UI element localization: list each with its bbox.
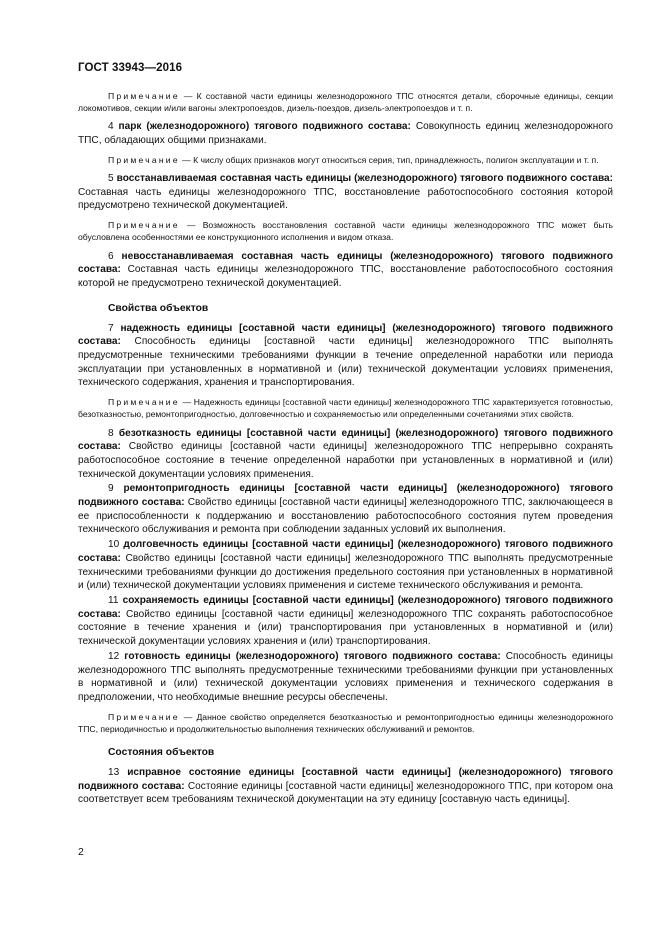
term-5: 5 восстанавливаемая составная часть единицы (железнодорожного) тягового подвижного состава: Составная часть единицы железнодорожного ТПС, восстановление работоспособного состояния которой предусмотрено технической документацией. (78, 173, 614, 212)
term-definition: Свойство единицы [составной части единицы] железнодорожного ТПС непрерывно сохранять работоспособное состояние в течение определенной наработки при установленных в нормативной и (или) технической документации условиях применения. (78, 441, 613, 480)
term-title: парк (железнодорожного) тягового подвижного состава: (118, 121, 411, 133)
note-5: Примечание — Данное свойство определяется безотказностью и ремонтопригодностью единицы железнодорожного ТПС, периодичностью и продолжительностью выполнения технических обслуживаний и ремонтов. (78, 711, 613, 734)
term-definition: Свойство единицы [составной части единицы] железнодорожного ТПС выполнять предусмотренные техническими требованиями функции до достижения предельного состояния при установленных в нормативной и (или) технической документации условиях применения и системе технического обслуживания и ремонта. (78, 552, 613, 592)
document-body (78, 90, 613, 808)
term-title: долговечность единицы [составной части единицы] (железнодорожного) тягового подвижного состава: (78, 539, 613, 564)
term-title: восстанавливаемая составная часть единицы (железнодорожного) тягового подвижного состава: (116, 173, 614, 185)
term-title: ремонтопригодность единицы [составной части единицы] (железнодорожного) тягового подвижного состава: (78, 483, 613, 509)
note-3: Примечание — Возможность восстановления составной части единицы железнодорожного ТПС может быть обусловлена особенностями ее конструкционного исполнения и видом отказа. (78, 220, 613, 243)
term-title: надежность единицы [составной части единицы] (железнодорожного) тягового подвижного состава: (78, 322, 613, 348)
term-title: сохраняемость единицы [составной части единицы] (железнодорожного) тягового подвижного состава: (78, 595, 613, 620)
term-12: 12 готовность единицы (железнодорожного) тягового подвижного состава: Способность единицы железнодорожного ТПС выполнять предусмотренные техническими требованиями функции при установленных в нормативной и (или) технической документации условиях применения и технического содержания в предположении, что необходимые внешние ресурсы обеспечены. (78, 650, 613, 703)
term-title: невосстанавливаемая составная часть единицы (железнодорожного) тягового подвижного состава: (78, 250, 613, 276)
term-definition: Совокупность единиц железнодорожного ТПС, обладающих общими признаками. (78, 121, 613, 147)
term-definition: Способность единицы железнодорожного ТПС выполнять предусмотренные техническими требованиями функции при установленных в нормативной и (или) технической документации условиях применения и технического содержания в предположении, что необходимые внешние ресурсы обеспечены. (78, 650, 613, 703)
section-heading-states: Состояния объектов (108, 747, 215, 759)
note-label: Примечание (108, 91, 180, 101)
term-title: исправное состояние единицы [составной части единицы] (железнодорожного) тягового подвижного состава: (78, 767, 613, 792)
term-10: 10 долговечность единицы [составной части единицы] (железнодорожного) тягового подвижного состава: Свойство единицы [составной части единицы] железнодорожного ТПС выполнять предусмотренные техническими требованиями функции до достижения предельного состояния при установленных в нормативной и (или) технической документации условиях применения и системе технического обслуживания и ремонта. (78, 539, 613, 592)
note-1: Примечание — К составной части единицы железнодорожного ТПС относятся детали, сборочные единицы, секции локомотивов, секции и/или вагоны электропоездов, дизель-поездов, дизель-электропоездов и т. п. (78, 91, 613, 114)
term-definition: Способность единицы [составной части единицы] железнодорожного ТПС выполнять предусмотренные техническими требованиями функции в течение определенной наработки или периода эксплуатации при установленных в нормативной и (или) технической документации условиях применения, технического содержания, хранения и транспортирования. (78, 336, 613, 389)
note-label: Примечание (108, 154, 180, 165)
term-definition: Состояние единицы [составной части единицы] железнодорожного ТПС, при котором она соответствует всем требованиям технической документации на эту единицу [составную часть единицы]. (78, 780, 613, 806)
term-6: 6 невосстанавливаемая составная часть единицы (железнодорожного) тягового подвижного состава: Составная часть единицы железнодорожного ТПС, восстановление работоспособного состояния которой не предусмотрено технической документацией. (78, 250, 613, 289)
term-definition: Свойство единицы [составной части единицы] железнодорожного ТПС сохранять работоспособное состояние в течение хранения и (или) транспортирования при установленных в нормативной и (или) технической документации условиях хранения и (или) транспортирования. (78, 608, 613, 648)
term-definition: Составная часть единицы железнодорожного ТПС, восстановление работоспособного состояния которой предусмотрено технической документацией. (78, 186, 613, 212)
term-4: 4 парк (железнодорожного) тягового подвижного состава: Совокупность единиц железнодорожного ТПС, обладающих общими признаками. (78, 121, 613, 147)
note-label: Примечание (108, 397, 180, 408)
note-4: Примечание — Надежность единицы [составной части единицы] железнодорожного ТПС характеризуется готовностью, безотказностью, ремонтопригодностью, долговечностью и сохраняемостью или определенными сочетаниями этих свойств. (78, 397, 614, 420)
note-label: Примечание (108, 220, 180, 231)
term-7: 7 надежность единицы [составной части единицы] (железнодорожного) тягового подвижного состава: Способность единицы [составной части единицы] железнодорожного ТПС выполнять предусмотренные техническими требованиями функции в течение определенной наработки или периода эксплуатации при установленных в нормативной и (или) технической документации условиях применения, технического содержания, хранения и транспортирования. (78, 322, 613, 389)
term-title: безотказность единицы [составной части единицы] (железнодорожного) тягового подвижного состава: (78, 427, 613, 453)
note-2: Примечание — К числу общих признаков могут относиться серия, тип, принадлежность, полигон эксплуатации и т. п. (108, 154, 599, 165)
term-8: 8 безотказность единицы [составной части единицы] (железнодорожного) тягового подвижного состава: Свойство единицы [составной части единицы] железнодорожного ТПС непрерывно сохранять работоспособное состояние в течение определенной наработки при установленных в нормативной и (или) технической документации условиях применения. (78, 427, 613, 480)
term-11: 11 сохраняемость единицы [составной части единицы] (железнодорожного) тягового подвижного состава: Свойство единицы [составной части единицы] железнодорожного ТПС сохранять работоспособное состояние в течение хранения и (или) транспортирования при установленных в нормативной и (или) технической документации условиях хранения и (или) транспортирования. (78, 595, 613, 648)
page-number: 2 (78, 846, 84, 858)
term-13: 13 исправное состояние единицы [составной части единицы] (железнодорожного) тягового подвижного состава: Состояние единицы [составной части единицы] железнодорожного ТПС, при котором она соответствует всем требованиям технической документации на эту единицу [составную часть единицы]. (78, 767, 613, 806)
term-definition: Составная часть единицы железнодорожного ТПС, восстановление работоспособного состояния которой не предусмотрено технической документацией. (78, 264, 613, 289)
section-heading-properties: Свойства объектов (108, 302, 209, 314)
term-9: 9 ремонтопригодность единицы [составной части единицы] (железнодорожного) тягового подвижного состава: Свойство единицы [составной части единицы] железнодорожного ТПС, заключающееся в ее приспособленности к поддержанию и восстановлению работоспособного состояния путем проведения технического обслуживания и ремонта при соблюдении заданных условий их выполнения. (78, 483, 614, 536)
term-title: готовность единицы (железнодорожного) тягового подвижного состава: (124, 650, 501, 662)
standard-header: ГОСТ 33943—2016 (78, 62, 183, 74)
term-definition: Свойство единицы [составной части единицы] железнодорожного ТПС, заключающееся в ее приспособленности к поддержанию и восстановлению работоспособного состояния путем проведения технического обслуживания и ремонта при соблюдении заданных условий их выполнения. (78, 497, 614, 536)
note-label: Примечание (108, 711, 180, 722)
